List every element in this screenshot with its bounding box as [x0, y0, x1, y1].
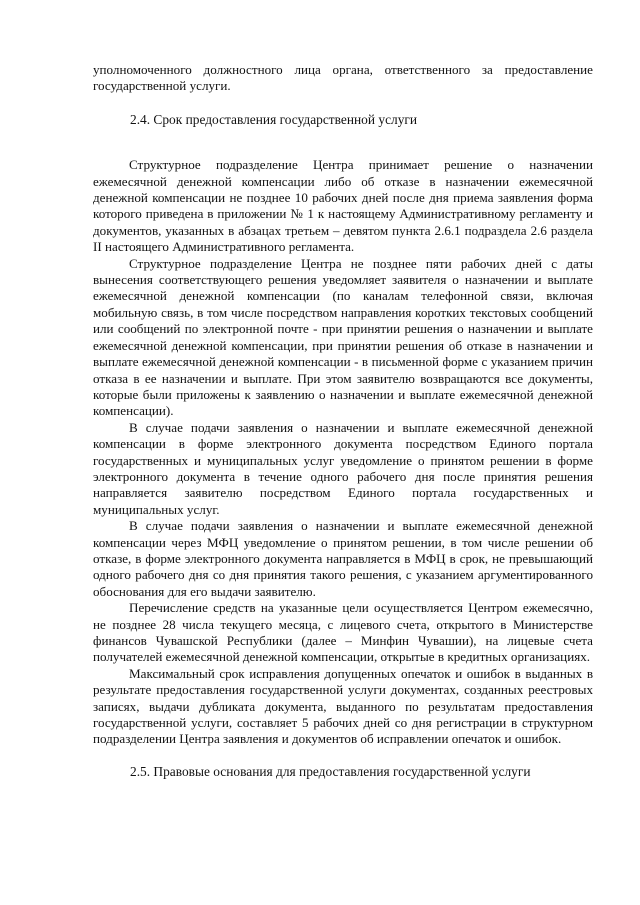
- paragraph-epgu-notification: В случае подачи заявления о назначении и выплате ежемесячной денежной компенсации в форме электронного документа посредством Единого портала государственных и муниципальных услуг уведомление о принятом решении в форме электронного документа в течение одного рабочего дня после принятия решения направляется заявителю посредством Единого портала государственных и муниципальных услуг.: [93, 419, 593, 517]
- paragraph-decision-deadline: Структурное подразделение Центра принимает решение о назначении ежемесячной денежной компенсации либо об отказе в назначении ежемесячной денежной компенсации не позднее 10 рабочих дней после дня приема заявления форма которого приведена в приложении № 1 к настоящему Административному регламенту и документов, указанных в абзацах третьем – девятом пункта 2.6.1 подраздела 2.6 раздела II настоящего Административного регламента.: [93, 157, 593, 255]
- paragraph-funds-transfer: Перечисление средств на указанные цели осуществляется Центром ежемесячно, не позднее 28 числа текущего месяца, с лицевого счета, открытого в Министерстве финансов Чувашской Республики (далее – Минфин Чувашии), на лицевые счета получателей ежемесячной денежной компенсации, открытые в кредитных организациях.: [93, 600, 593, 665]
- paragraph-notification: Структурное подразделение Центра не позднее пяти рабочих дней с даты вынесения соответствующего решения уведомляет заявителя о назначении и выплате ежемесячной денежной компенсации (по каналам телефонной связи, включая мобильную связь, в том числе посредством направления коротких текстовых сообщений или сообщений по электронной почте - при принятии решения о назначении и выплате ежемесячной денежной компенсации, при принятии решения об отказе в назначении и выплате ежемесячной денежной компенсации - в письменной форме с указанием причин отказа в ее назначении и выплате. При этом заявителю возвращаются все документы, которые были приложены к заявлению о назначении и выплате ежемесячной денежной компенсации).: [93, 255, 593, 419]
- document-body: [93, 62, 593, 780]
- paragraph-error-correction: Максимальный срок исправления допущенных опечаток и ошибок в выданных в результате предоставления государственной услуги документах, созданных реестровых записях, выдачи дубликата документа, выданного по результатам предоставления государственной услуги, составляет 5 рабочих дней со дня регистрации в структурном подразделении Центра заявления и документов об исправлении опечаток и ошибок.: [93, 665, 593, 747]
- section-heading-2-5: 2.5. Правовые основания для предоставления государственной услуги: [130, 763, 531, 779]
- paragraph-mfc-notification: В случае подачи заявления о назначении и выплате ежемесячной денежной компенсации через МФЦ уведомление о принятом решении, в том числе решении об отказе, в форме электронного документа направляется в МФЦ в срок, не превышающий одного рабочего дня со дня принятия такого решения, с указанием аргументированного обоснования для его выдачи заявителю.: [93, 518, 593, 599]
- paragraph-continuation: уполномоченного должностного лица органа, ответственного за предоставление государственной услуги.: [93, 62, 593, 94]
- section-heading-2-4: 2.4. Срок предоставления государственной услуги: [130, 111, 418, 127]
